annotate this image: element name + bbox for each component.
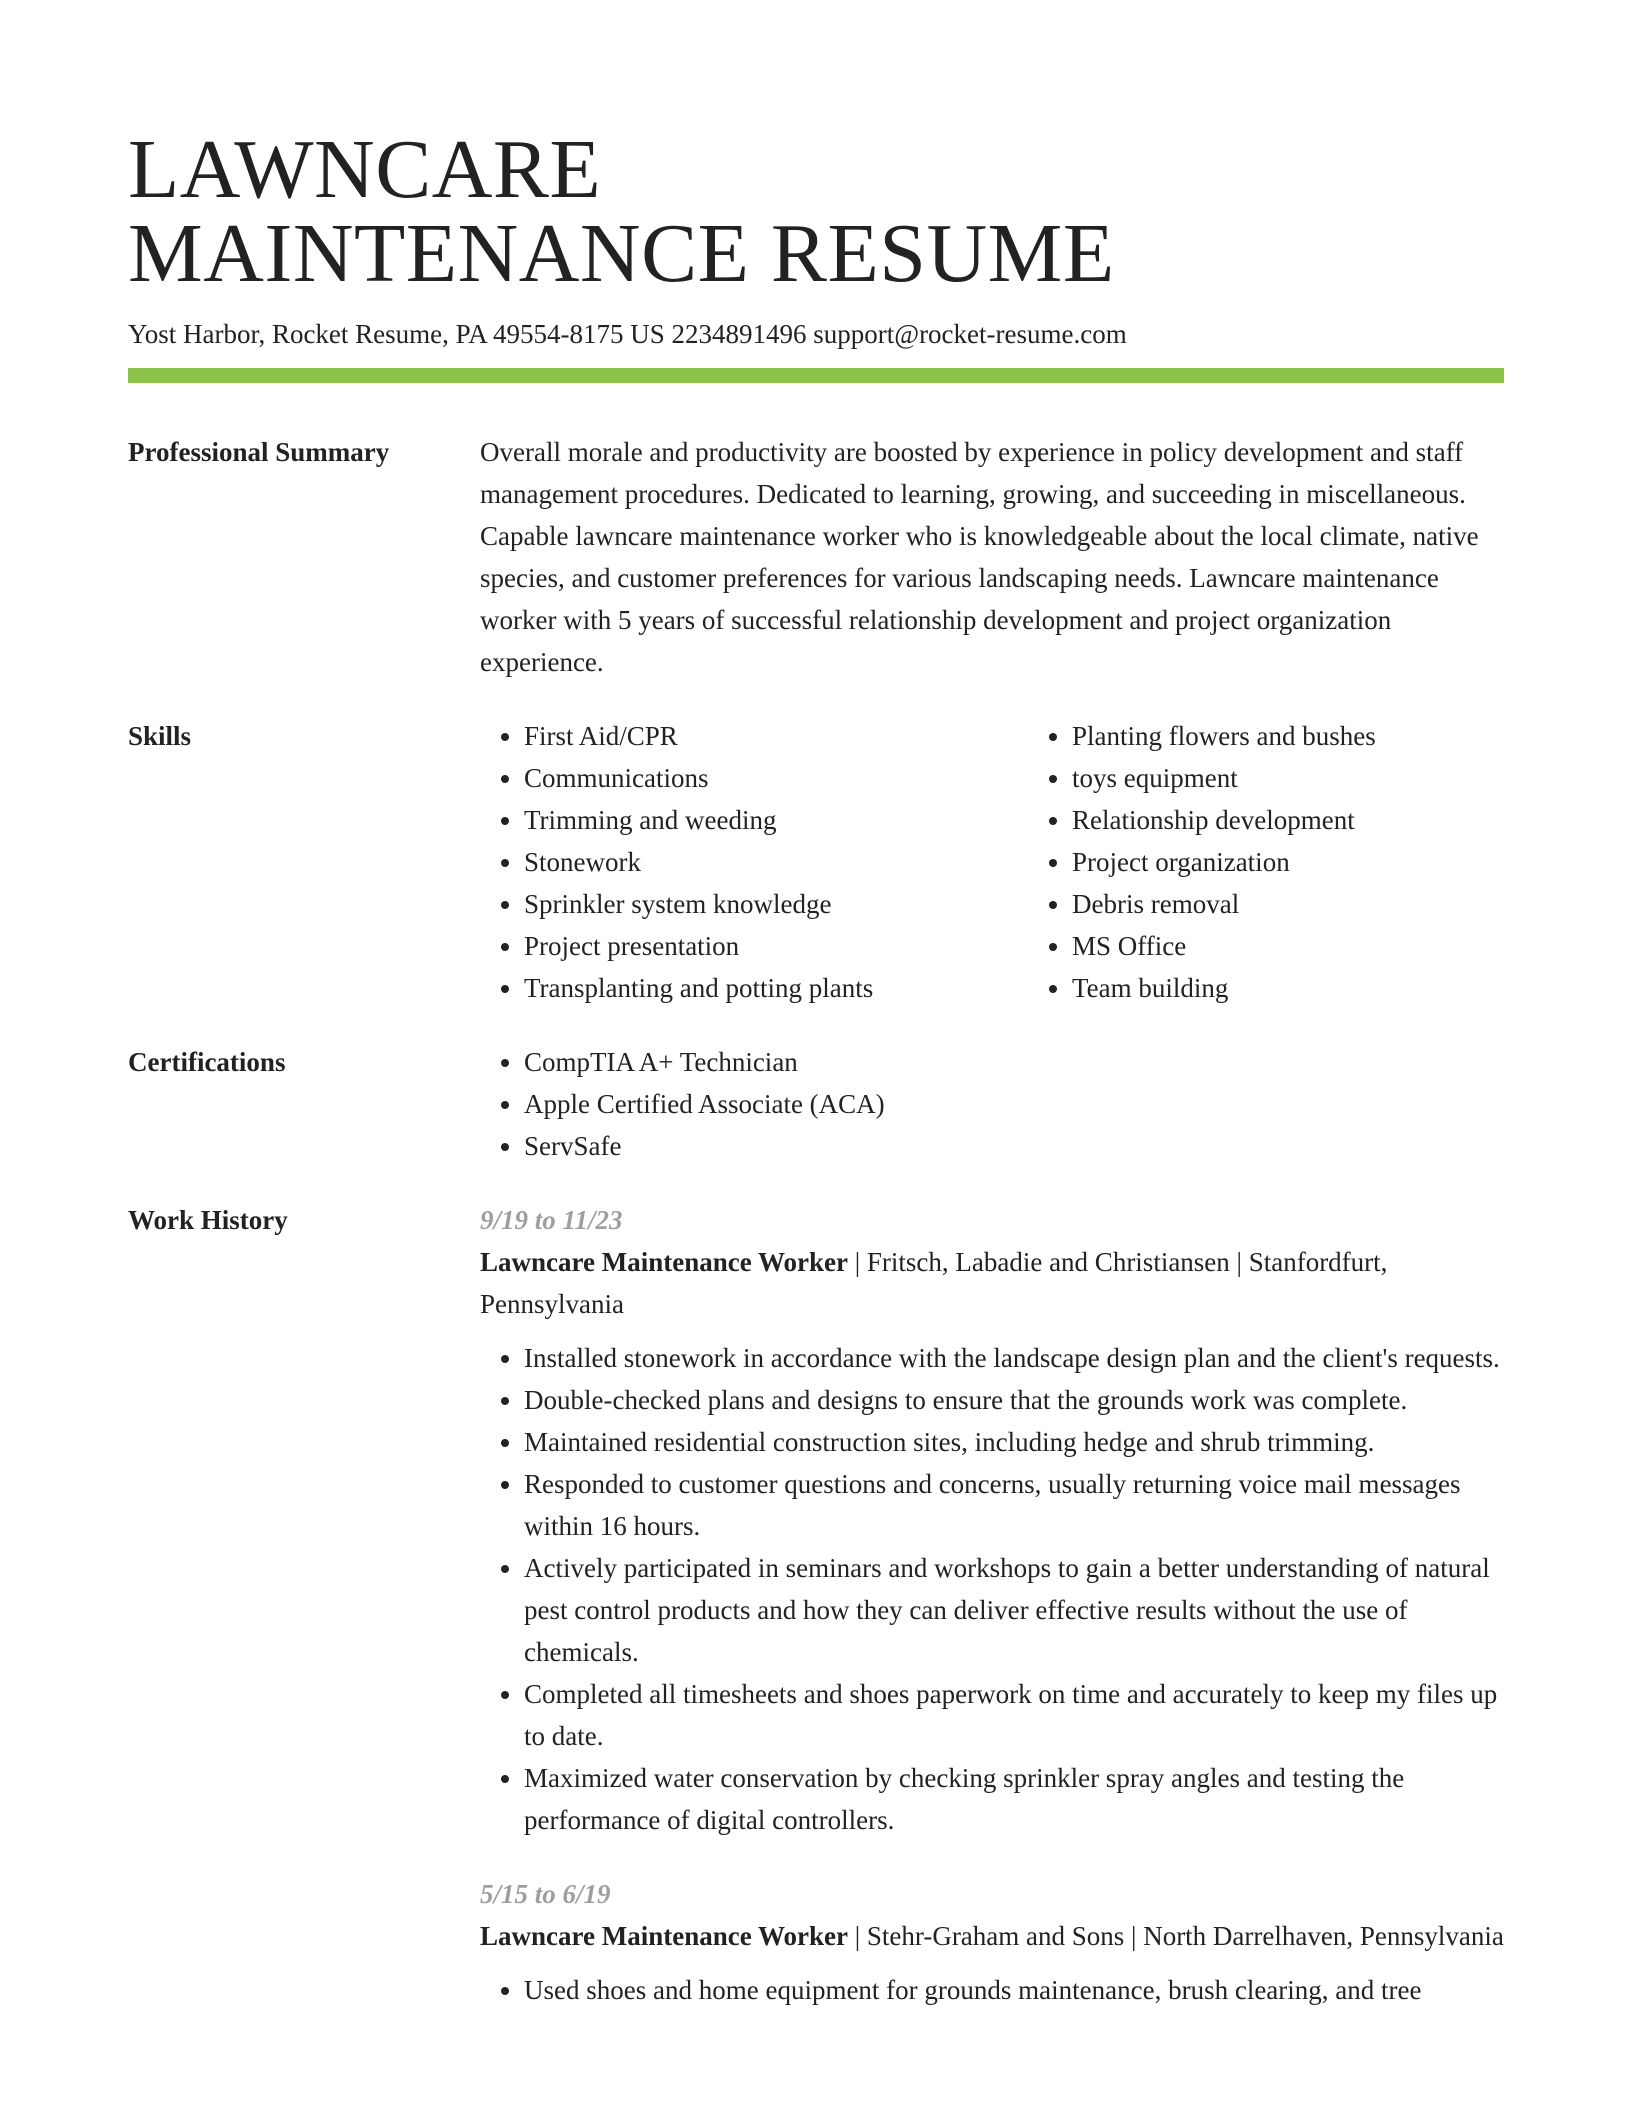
skill-item: • Relationship development [1072, 799, 1576, 841]
skill-item: • Stonework [524, 841, 1028, 883]
skill-item: • MS Office [1072, 925, 1576, 967]
certifications-body [480, 1041, 1504, 1167]
certification-item: • ServSafe [524, 1125, 1504, 1167]
skills-columns [480, 715, 1576, 1009]
skill-item: • Team building [1072, 967, 1576, 1009]
skill-item: • Project organization [1072, 841, 1576, 883]
skill-item: • Planting flowers and bushes [1072, 715, 1576, 757]
job-bullet: • Maintained residential construction sites, including hedge and shrub trimming. [524, 1421, 1504, 1463]
resume-page [128, 123, 1504, 2011]
job-dates: 5/15 to 6/19 [480, 1879, 611, 1909]
job-bullets [480, 1337, 1504, 1841]
job-heading [480, 1915, 1504, 1957]
job-employer-location: | Fritsch, Labadie and Christiansen | Stanfordfurt, Pennsylvania [480, 1247, 1388, 1319]
resume-title [128, 123, 1504, 300]
skill-item: • Transplanting and potting plants [524, 967, 1028, 1009]
job-bullet: • Responded to customer questions and concerns, usually returning voice mail messages within 16 hours. [524, 1463, 1504, 1547]
certifications-section [128, 1009, 1504, 1167]
accent-divider [128, 368, 1504, 383]
skills-list-left [480, 715, 1028, 1009]
section-title-work-history: Work History [128, 1205, 288, 1235]
job-heading [480, 1241, 1504, 1325]
certification-item: • CompTIA A+ Technician [524, 1041, 1504, 1083]
skill-item: • Project presentation [524, 925, 1028, 967]
skills-list-right [1028, 715, 1576, 1009]
skills-section [128, 683, 1504, 1009]
job-bullet: • Used shoes and home equipment for grounds maintenance, brush clearing, and tree [524, 1969, 1504, 2011]
contact-line: Yost Harbor, Rocket Resume, PA 49554-8175 US 2234891496 support@rocket-resume.com [128, 319, 1127, 349]
job-bullet: • Completed all timesheets and shoes paperwork on time and accurately to keep my files up to date. [524, 1673, 1504, 1757]
summary-text: Overall morale and productivity are boosted by experience in policy development and staff management procedures. Dedicated to learning, growing, and succeeding in miscellaneous. Capable lawncare maintenance worker who is knowledgeable about the local climate, native species, and customer preferences for various landscaping needs. Lawncare maintenance worker with 5 years of successful relationship development and project organization experience. [480, 437, 1479, 677]
job-bullets [480, 1969, 1504, 2011]
professional-summary-body [480, 431, 1504, 683]
section-title-professional-summary: Professional Summary [128, 437, 390, 467]
job-role: Lawncare Maintenance Worker [480, 1921, 848, 1951]
skill-item: • Sprinkler system knowledge [524, 883, 1028, 925]
job-bullet: • Installed stonework in accordance with the landscape design plan and the client's requests. [524, 1337, 1504, 1379]
work-history-body [480, 1199, 1504, 2011]
skill-item: • First Aid/CPR [524, 715, 1028, 757]
job-role: Lawncare Maintenance Worker [480, 1247, 848, 1277]
job-bullet: • Double-checked plans and designs to ensure that the grounds work was complete. [524, 1379, 1504, 1421]
certification-item: • Apple Certified Associate (ACA) [524, 1083, 1504, 1125]
skill-item: • Debris removal [1072, 883, 1576, 925]
section-title-skills: Skills [128, 721, 192, 751]
resume-title-line-2: MAINTENANCE RESUME [128, 207, 1115, 300]
resume-header [128, 123, 1504, 383]
job-employer-location: | Stehr-Graham and Sons | North Darrelhaven, Pennsylvania [847, 1921, 1504, 1951]
skill-item: • Communications [524, 757, 1028, 799]
resume-title-line-1: LAWNCARE [128, 123, 602, 216]
job-bullet: • Maximized water conservation by checking sprinkler spray angles and testing the performance of digital controllers. [524, 1757, 1504, 1841]
certifications-list [480, 1041, 1504, 1167]
job-entry [480, 1873, 1504, 2011]
work-history-section [128, 1167, 1504, 2011]
section-title-certifications: Certifications [128, 1047, 286, 1077]
job-bullet: • Actively participated in seminars and workshops to gain a better understanding of natural pest control products and how they can deliver effective results without the use of chemicals. [524, 1547, 1504, 1673]
skill-item: • Trimming and weeding [524, 799, 1028, 841]
job-dates: 9/19 to 11/23 [480, 1205, 623, 1235]
skill-item: • toys equipment [1072, 757, 1576, 799]
professional-summary-section [128, 383, 1504, 683]
job-entry [480, 1199, 1504, 1841]
